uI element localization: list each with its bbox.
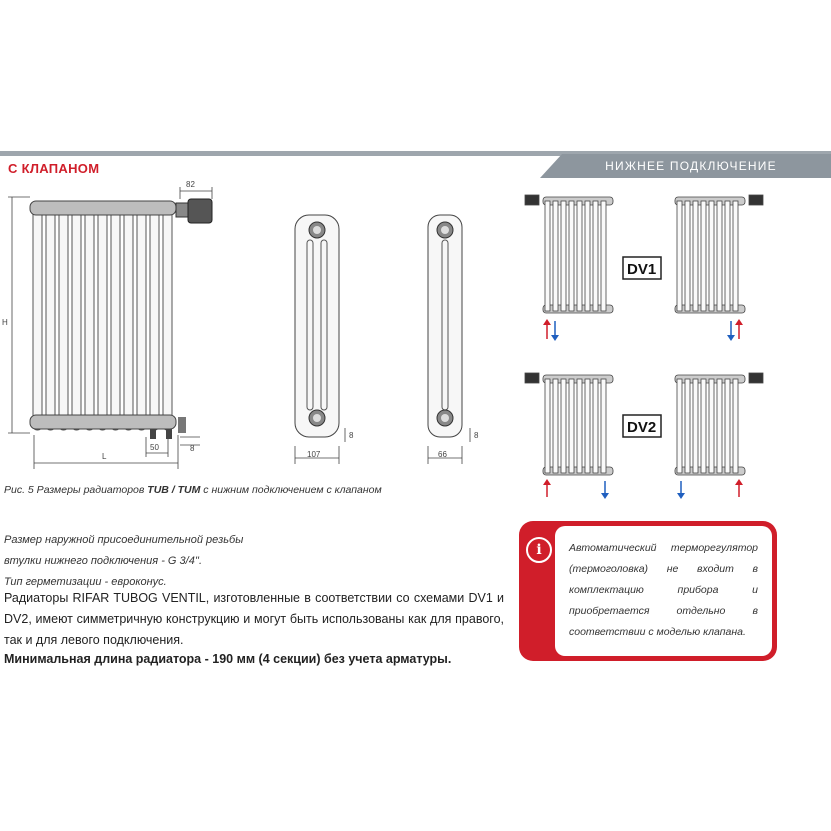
scheme-dv2-right xyxy=(675,373,763,475)
min-length-note: Минимальная длина радиатора - 190 мм (4 секции) без учета арматуры. xyxy=(4,652,452,666)
description-paragraph: Радиаторы RIFAR TUBOG VENTIL, изготовленные в соответствии со схемами DV1 и DV2, имеют симметричную конструкцию и могут быть использованы как для правого, так и для левого подключения. xyxy=(4,591,504,647)
figure-caption-prefix: Рис. 5 Размеры радиаторов xyxy=(4,484,148,496)
dim-depth-3col: 107 xyxy=(307,450,321,459)
dim-offset-2col: 8 xyxy=(474,431,479,440)
info-note-box xyxy=(519,521,777,661)
scheme-dv1-right xyxy=(675,195,763,313)
scheme-dv1-left xyxy=(525,195,613,313)
dim-length: L xyxy=(102,452,107,461)
info-icon: i xyxy=(526,537,552,563)
scheme-dv2-label: DV2 xyxy=(627,419,657,436)
figure-caption xyxy=(4,484,382,496)
dim-offset-front: 8 xyxy=(190,444,195,453)
dim-offset-3col: 8 xyxy=(349,431,354,440)
spec-line-3: Тип герметизации - евроконус. xyxy=(4,576,167,588)
spec-line-2: втулки нижнего подключения - G 3/4''. xyxy=(4,555,203,567)
specs-block xyxy=(4,530,504,593)
radiator-front-view xyxy=(0,180,240,475)
section-title: С КЛАПАНОМ xyxy=(8,161,100,176)
info-note-text: Автоматический терморегулятор (термоголовка) не входит в комплектацию прибора и приобретается отдельно в соответствии с моделью клапана. xyxy=(555,526,772,656)
section-subtitle: НИЖНЕЕ ПОДКЛЮЧЕНИЕ xyxy=(605,159,777,173)
figure-caption-suffix: с нижним подключением с клапаном xyxy=(200,484,382,496)
dim-height: H xyxy=(2,318,8,327)
radiator-side-view-3col xyxy=(285,210,365,470)
dim-top: 82 xyxy=(186,180,195,189)
scheme-dv1-label: DV1 xyxy=(627,261,657,278)
figure-caption-model: TUB / TUM xyxy=(147,484,201,496)
connection-schemes xyxy=(515,185,831,505)
dim-pitch: 50 xyxy=(150,443,159,452)
spec-line-1: Размер наружной присоединительной резьбы xyxy=(4,534,244,546)
scheme-dv2-left xyxy=(525,373,613,475)
radiator-side-view-2col xyxy=(418,210,488,470)
dim-depth-2col: 66 xyxy=(438,450,447,459)
